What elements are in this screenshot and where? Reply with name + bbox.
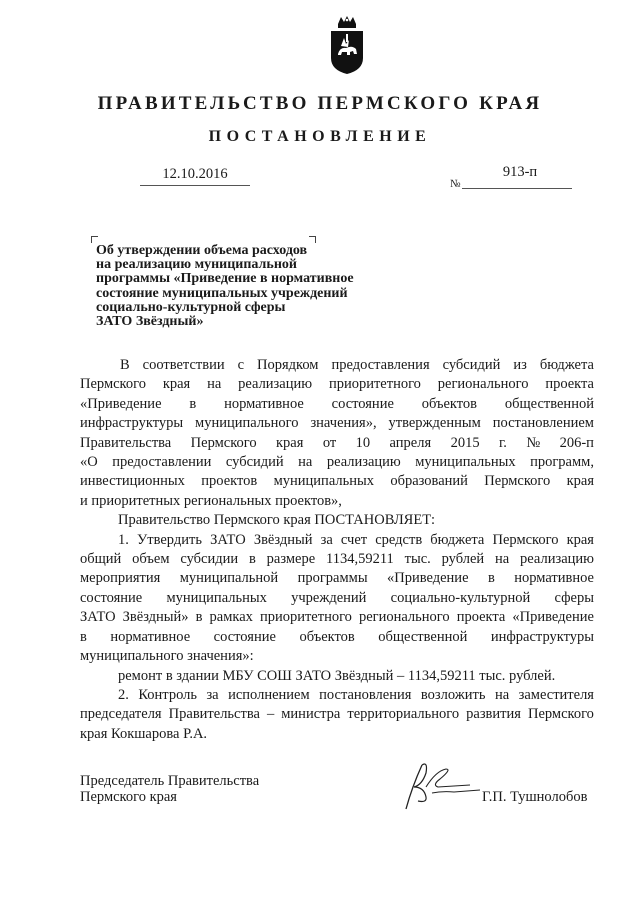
word: 10 xyxy=(355,434,371,451)
word: из xyxy=(513,357,527,373)
word: регионального xyxy=(437,376,529,393)
subject-line: социально-культурной сферы xyxy=(96,299,286,315)
word: инвестиционных xyxy=(80,473,185,490)
decree-number: 913-п xyxy=(502,164,538,180)
word: нормативное xyxy=(110,628,191,645)
word: предоставления xyxy=(331,357,430,373)
word: значения», xyxy=(310,415,377,432)
word: г. xyxy=(498,434,507,451)
handwritten-signature-icon xyxy=(392,757,492,817)
word: в xyxy=(195,609,203,626)
body-line: Правительство Пермского края ПОСТАНОВЛЯЕТ: xyxy=(118,512,436,529)
word: Пермского xyxy=(527,706,594,723)
word: учреждений xyxy=(291,589,367,606)
word: на xyxy=(494,686,510,703)
word: объектов xyxy=(299,628,355,645)
subject-line: программы «Приведение в нормативное xyxy=(96,271,354,287)
word: края xyxy=(566,531,594,548)
word: социально-культурной xyxy=(390,589,531,606)
word: рамках xyxy=(209,609,253,626)
word: бюджета xyxy=(539,357,594,373)
body-line: края Кокшарова Р.А. xyxy=(80,725,208,742)
body-line xyxy=(80,434,594,453)
word: 1. xyxy=(118,531,129,548)
body-line xyxy=(80,686,594,705)
word: муниципальных xyxy=(166,589,267,606)
word: проекта xyxy=(545,376,594,393)
word: Звёздный» xyxy=(122,609,189,626)
body-line xyxy=(80,414,594,433)
word: нормативное xyxy=(514,570,594,587)
word: общественной xyxy=(504,395,594,412)
decree-type: ПОСТАНОВЛЕНИЕ xyxy=(208,128,432,145)
word: реализацию xyxy=(520,551,594,568)
word: размере xyxy=(266,551,316,568)
word: бюджета xyxy=(430,531,485,548)
word: объем xyxy=(132,551,170,568)
bracket-top-right xyxy=(309,236,316,243)
word: Правительства xyxy=(80,434,172,451)
word: приоритетного xyxy=(328,376,421,393)
word: с xyxy=(237,357,245,373)
word: – xyxy=(266,706,275,723)
date-field xyxy=(140,166,250,186)
body-line: и приоритетных региональных проектов», xyxy=(80,492,342,509)
word: «О xyxy=(80,454,98,471)
word: предоставлении xyxy=(112,454,212,471)
word: Звёздный xyxy=(253,531,313,548)
coat-of-arms-icon xyxy=(328,14,366,76)
word: ЗАТО xyxy=(80,609,116,626)
word: 2. xyxy=(118,686,129,703)
word: исполнением xyxy=(228,686,310,703)
word: тыс. xyxy=(404,551,431,568)
signer-name: Г.П. Тушнолобов xyxy=(482,789,588,805)
word: от xyxy=(322,434,337,451)
word: «Приведение xyxy=(512,609,594,626)
word: Порядком xyxy=(257,357,319,373)
word: общий xyxy=(80,551,122,568)
word: 2015 xyxy=(450,434,480,451)
word: муниципальной xyxy=(179,570,279,587)
word: края xyxy=(566,473,594,490)
decree-date: 12.10.2016 xyxy=(162,166,228,182)
body-line xyxy=(80,628,594,647)
word: состояние xyxy=(80,589,143,606)
body-line xyxy=(80,453,594,472)
word: образований xyxy=(390,473,468,490)
word: мероприятия xyxy=(80,570,161,587)
word: апреля xyxy=(389,434,432,451)
word: Правительства xyxy=(168,706,260,723)
word: «Приведение xyxy=(387,570,469,587)
word: ЗАТО xyxy=(210,531,246,548)
word: Пермского xyxy=(492,531,559,548)
word: в xyxy=(189,395,197,412)
word: постановлением xyxy=(492,415,594,432)
word: инфраструктуры xyxy=(490,628,594,645)
word: на xyxy=(207,376,222,393)
word: состояние xyxy=(213,628,276,645)
word: заместителя xyxy=(518,686,594,703)
body-line: ремонт в здании МБУ СОШ ЗАТО Звёздный – 1134,59211 тыс. рублей. xyxy=(118,667,556,684)
word: Пермского xyxy=(484,473,551,490)
word: субсидий xyxy=(225,454,284,471)
word: 206-п xyxy=(559,434,594,451)
body-line xyxy=(80,375,594,394)
word: регионального xyxy=(358,609,450,626)
word: на xyxy=(298,454,313,471)
bracket-top-left xyxy=(91,236,98,243)
body-line xyxy=(80,569,594,588)
word: инфраструктуры xyxy=(80,415,184,432)
word: субсидии xyxy=(180,551,239,568)
body-line: муниципального значения»: xyxy=(80,648,254,665)
signer-position xyxy=(80,773,259,805)
decree-body xyxy=(80,356,594,744)
date-underline xyxy=(140,185,250,186)
number-underline xyxy=(462,188,572,189)
word: постановления xyxy=(319,686,412,703)
body-line xyxy=(80,608,594,627)
word: края xyxy=(276,434,304,451)
body-line xyxy=(80,356,594,375)
word: соответствии xyxy=(142,357,225,373)
word: Контроль xyxy=(138,686,197,703)
word: развития xyxy=(466,706,521,723)
word: утвержденным xyxy=(388,415,481,432)
word: программ, xyxy=(530,454,594,471)
word: края xyxy=(162,376,191,393)
word: рублей xyxy=(441,551,485,568)
word: счет xyxy=(340,531,368,548)
body-line xyxy=(80,705,594,724)
body-line xyxy=(80,589,594,608)
word: средств xyxy=(375,531,423,548)
word: нормативное xyxy=(224,395,304,412)
word: в xyxy=(248,551,256,568)
word: сферы xyxy=(554,589,594,606)
word: В xyxy=(120,357,130,373)
word: за xyxy=(206,686,219,703)
word: программы xyxy=(297,570,368,587)
signer-position-line: Пермского края xyxy=(80,789,177,805)
word: возложить xyxy=(420,686,486,703)
word: реализацию xyxy=(326,454,401,471)
word: муниципального xyxy=(195,415,299,432)
word: муниципальных xyxy=(415,454,516,471)
body-line xyxy=(80,472,594,491)
word: приоритетного xyxy=(259,609,352,626)
subject-line: состояние муниципальных учреждений xyxy=(96,285,348,301)
word: председателя xyxy=(80,706,162,723)
government-title: ПРАВИТЕЛЬСТВО ПЕРМСКОГО КРАЯ xyxy=(97,93,543,114)
word: проекта xyxy=(456,609,506,626)
word: субсидий xyxy=(442,357,501,373)
word: в xyxy=(80,628,87,645)
word: министра xyxy=(281,706,341,723)
subject-line: Об утверждении объема расходов xyxy=(96,243,308,258)
body-line xyxy=(80,395,594,414)
word: на xyxy=(495,551,510,568)
body-line xyxy=(80,531,594,550)
word: территориального xyxy=(347,706,460,723)
word: Утвердить xyxy=(137,531,202,548)
body-line xyxy=(80,550,594,569)
word: объектов xyxy=(421,395,478,412)
word: № xyxy=(526,434,541,451)
word: муниципальных xyxy=(273,473,374,490)
word: за xyxy=(320,531,333,548)
subject-line: ЗАТО Звёздный» xyxy=(96,314,204,330)
word: 1134,59211 xyxy=(326,551,394,568)
decree-subject xyxy=(96,244,386,329)
number-sign: № xyxy=(450,178,461,190)
word: проектов xyxy=(201,473,258,490)
word: Пермского xyxy=(190,434,257,451)
word: реализацию xyxy=(238,376,313,393)
word: состояние xyxy=(331,395,394,412)
signer-position-line: Председатель Правительства xyxy=(80,773,260,789)
subject-line: на реализацию муниципальной xyxy=(96,257,297,273)
word: «Приведение xyxy=(80,395,162,412)
word: общественной xyxy=(378,628,468,645)
word: в xyxy=(487,570,495,587)
word: Пермского xyxy=(80,376,146,393)
